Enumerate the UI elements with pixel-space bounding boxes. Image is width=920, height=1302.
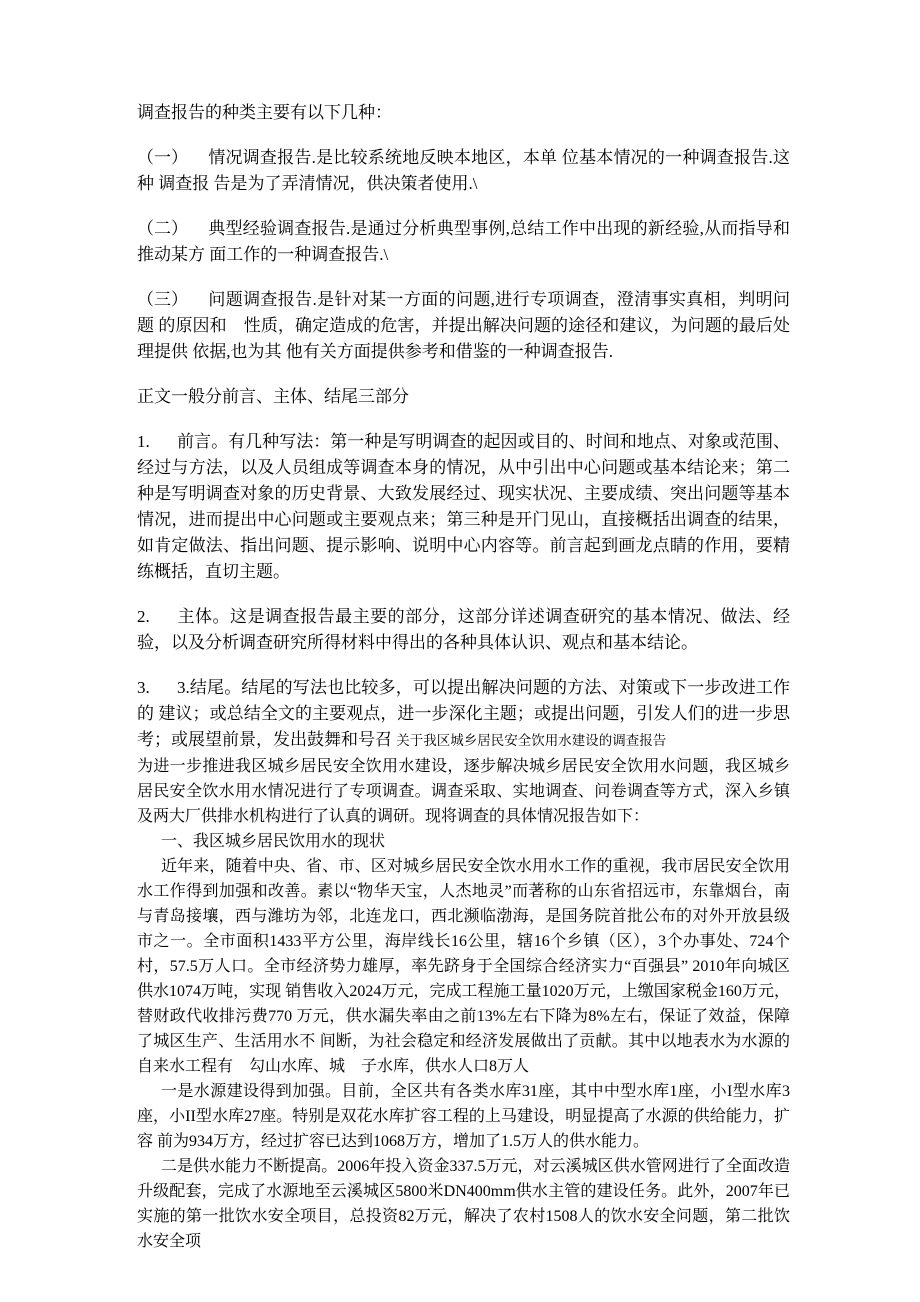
paragraph-text: 3.结尾。结尾的写法也比较多，可以提出解决问题的方法、对策或下一步改进工作的 建议；或总结全文的主要观点，进一步深化主题；或提出问题，引发人们的进一步思考；或展望前景，发出鼓舞和号召 <box>137 678 790 749</box>
paragraph-type-1 <box>137 145 790 197</box>
paragraph-text: 问题调查报告.是针对某一方面的问题,进行专项调查，澄清事实真相，判明问题 的原因和 性质，确定造成的危害，并提出解决问题的途径和建议，为问题的最后处理提供 依据,也为其 他有关方面提供参考和借鉴的一种调查报告. <box>137 290 790 361</box>
paragraph-current-status <box>137 854 790 1079</box>
paragraph-structure-note <box>137 384 790 410</box>
list-marker: （二） <box>137 219 188 238</box>
list-marker: 1. <box>137 432 150 451</box>
paragraph-report-lead <box>137 754 790 829</box>
report-body-section <box>137 754 794 1254</box>
paragraph-item-2 <box>137 604 790 656</box>
paragraph-text: 一、我区城乡居民饮用水的现状 <box>161 833 386 850</box>
paragraph-text: 二是供水能力不断提高。2006年投入资金337.5万元，对云溪城区供水管网进行了全面改造升级配套，完成了水源地至云溪城区5800米DN400mm供水主管的建设任务。此外，2007年已实施的第一批饮水安全项目，总投资82万元，解决了农村1508人的饮水安全问题，第二批饮水安全项 <box>137 1158 790 1250</box>
paragraph-type-2 <box>137 216 795 268</box>
paragraph-type-3 <box>137 287 790 365</box>
paragraph-item-3 <box>137 675 790 754</box>
paragraph-supply-capacity <box>137 1154 790 1254</box>
report-section-heading <box>137 829 790 854</box>
list-marker: （三） <box>137 290 188 309</box>
paragraph-text: 典型经验调查报告.是通过分析典型事例,总结工作中出现的新经验,从而指导和 推动某方 面工作的一种调查报告.\ <box>137 219 795 264</box>
inline-report-subtitle: 关于我区城乡居民安全饮用水建设的调查报告 <box>396 733 667 748</box>
paragraph-intro-title <box>137 100 790 126</box>
paragraph-text: 正文一般分前言、主体、结尾三部分 <box>137 387 409 406</box>
paragraph-text: 调查报告的种类主要有以下几种： <box>137 103 392 122</box>
paragraph-text: 一是水源建设得到加强。目前，全区共有各类水库31座，其中中型水库1座，小I型水库3 座，小II型水库27座。特别是双花水库扩容工程的上马建设，明显提高了水源的供给能力，扩容 前为934万方，经过扩容已达到1068万方，增加了1.5万人的供水能力。 <box>137 1083 794 1150</box>
paragraph-water-source <box>137 1079 794 1154</box>
paragraph-text: 近年来，随着中央、省、市、区对城乡居民安全饮水用水工作的重视，我市居民安全饮用水工作得到加强和改善。素以“物华天宝，人杰地灵”而著称的山东省招远市，东靠烟台，南与青岛接壤，西与潍坊为邻，北连龙口，西北濒临渤海，是国务院首批公布的对外开放县级市之一。全市面积1433平方公里，海岸线长16公里，辖16个乡镇（区），3个办事处、724个村，57.5万人口。全市经济势力雄厚，率先跻身于全国综合经济实力“百强县” 2010年向城区供水1074万吨，实现 销售收入2024万元，完成工程施工量1020万元，上缴国家税金160万元，替财政代收排污费770 万元，供水漏失率由之前13%左右下降为8%左右，保证了效益，保障了城区生产、生活用水不 间断，为社会稳定和经济发展做出了贡献。其中以地表水为水源的自来水工程有 勾山水库、城 子水库，供水人口8万人 <box>137 858 790 1075</box>
report-types-section <box>137 100 795 754</box>
paragraph-text: 为进一步推进我区城乡居民安全饮用水建设，逐步解决城乡居民安全饮用水问题，我区城乡居民安全饮水用水情况进行了专项调查。调查采取、实地调查、问卷调查等方式，深入乡镇及两大厂供排水机构进行了认真的调研。现将调查的具体情况报告如下： <box>137 758 790 825</box>
list-marker: （一） <box>137 148 188 167</box>
paragraph-text: 主体。这是调查报告最主要的部分，这部分详述调查研究的基本情况、做法、经验，以及分析调查研究所得材料中得出的各种具体认识、观点和基本结论。 <box>137 607 790 652</box>
paragraph-item-1 <box>137 429 790 585</box>
paragraph-text: 情况调查报告.是比较系统地反映本地区，本单 位基本情况的一种调查报告.这种 调查报 告是为了弄清情况，供决策者使用.\ <box>137 148 790 193</box>
list-marker: 3. <box>137 678 150 697</box>
list-marker: 2. <box>137 607 150 626</box>
paragraph-text: 前言。有几种写法：第一种是写明调查的起因或目的、时间和地点、对象或范围、经过与方法，以及人员组成等调查本身的情况，从中引出中心问题或基本结论来；第二种是写明调查对象的历史背景、大致发展经过、现实状况、主要成绩、突出问题等基本情况，进而提出中心问题或主要观点来；第三种是开门见山，直接概括出调查的结果，如肯定做法、指出问题、提示影响、说明中心内容等。前言起到画龙点睛的作用，要精练概括，直切主题。 <box>137 432 790 581</box>
